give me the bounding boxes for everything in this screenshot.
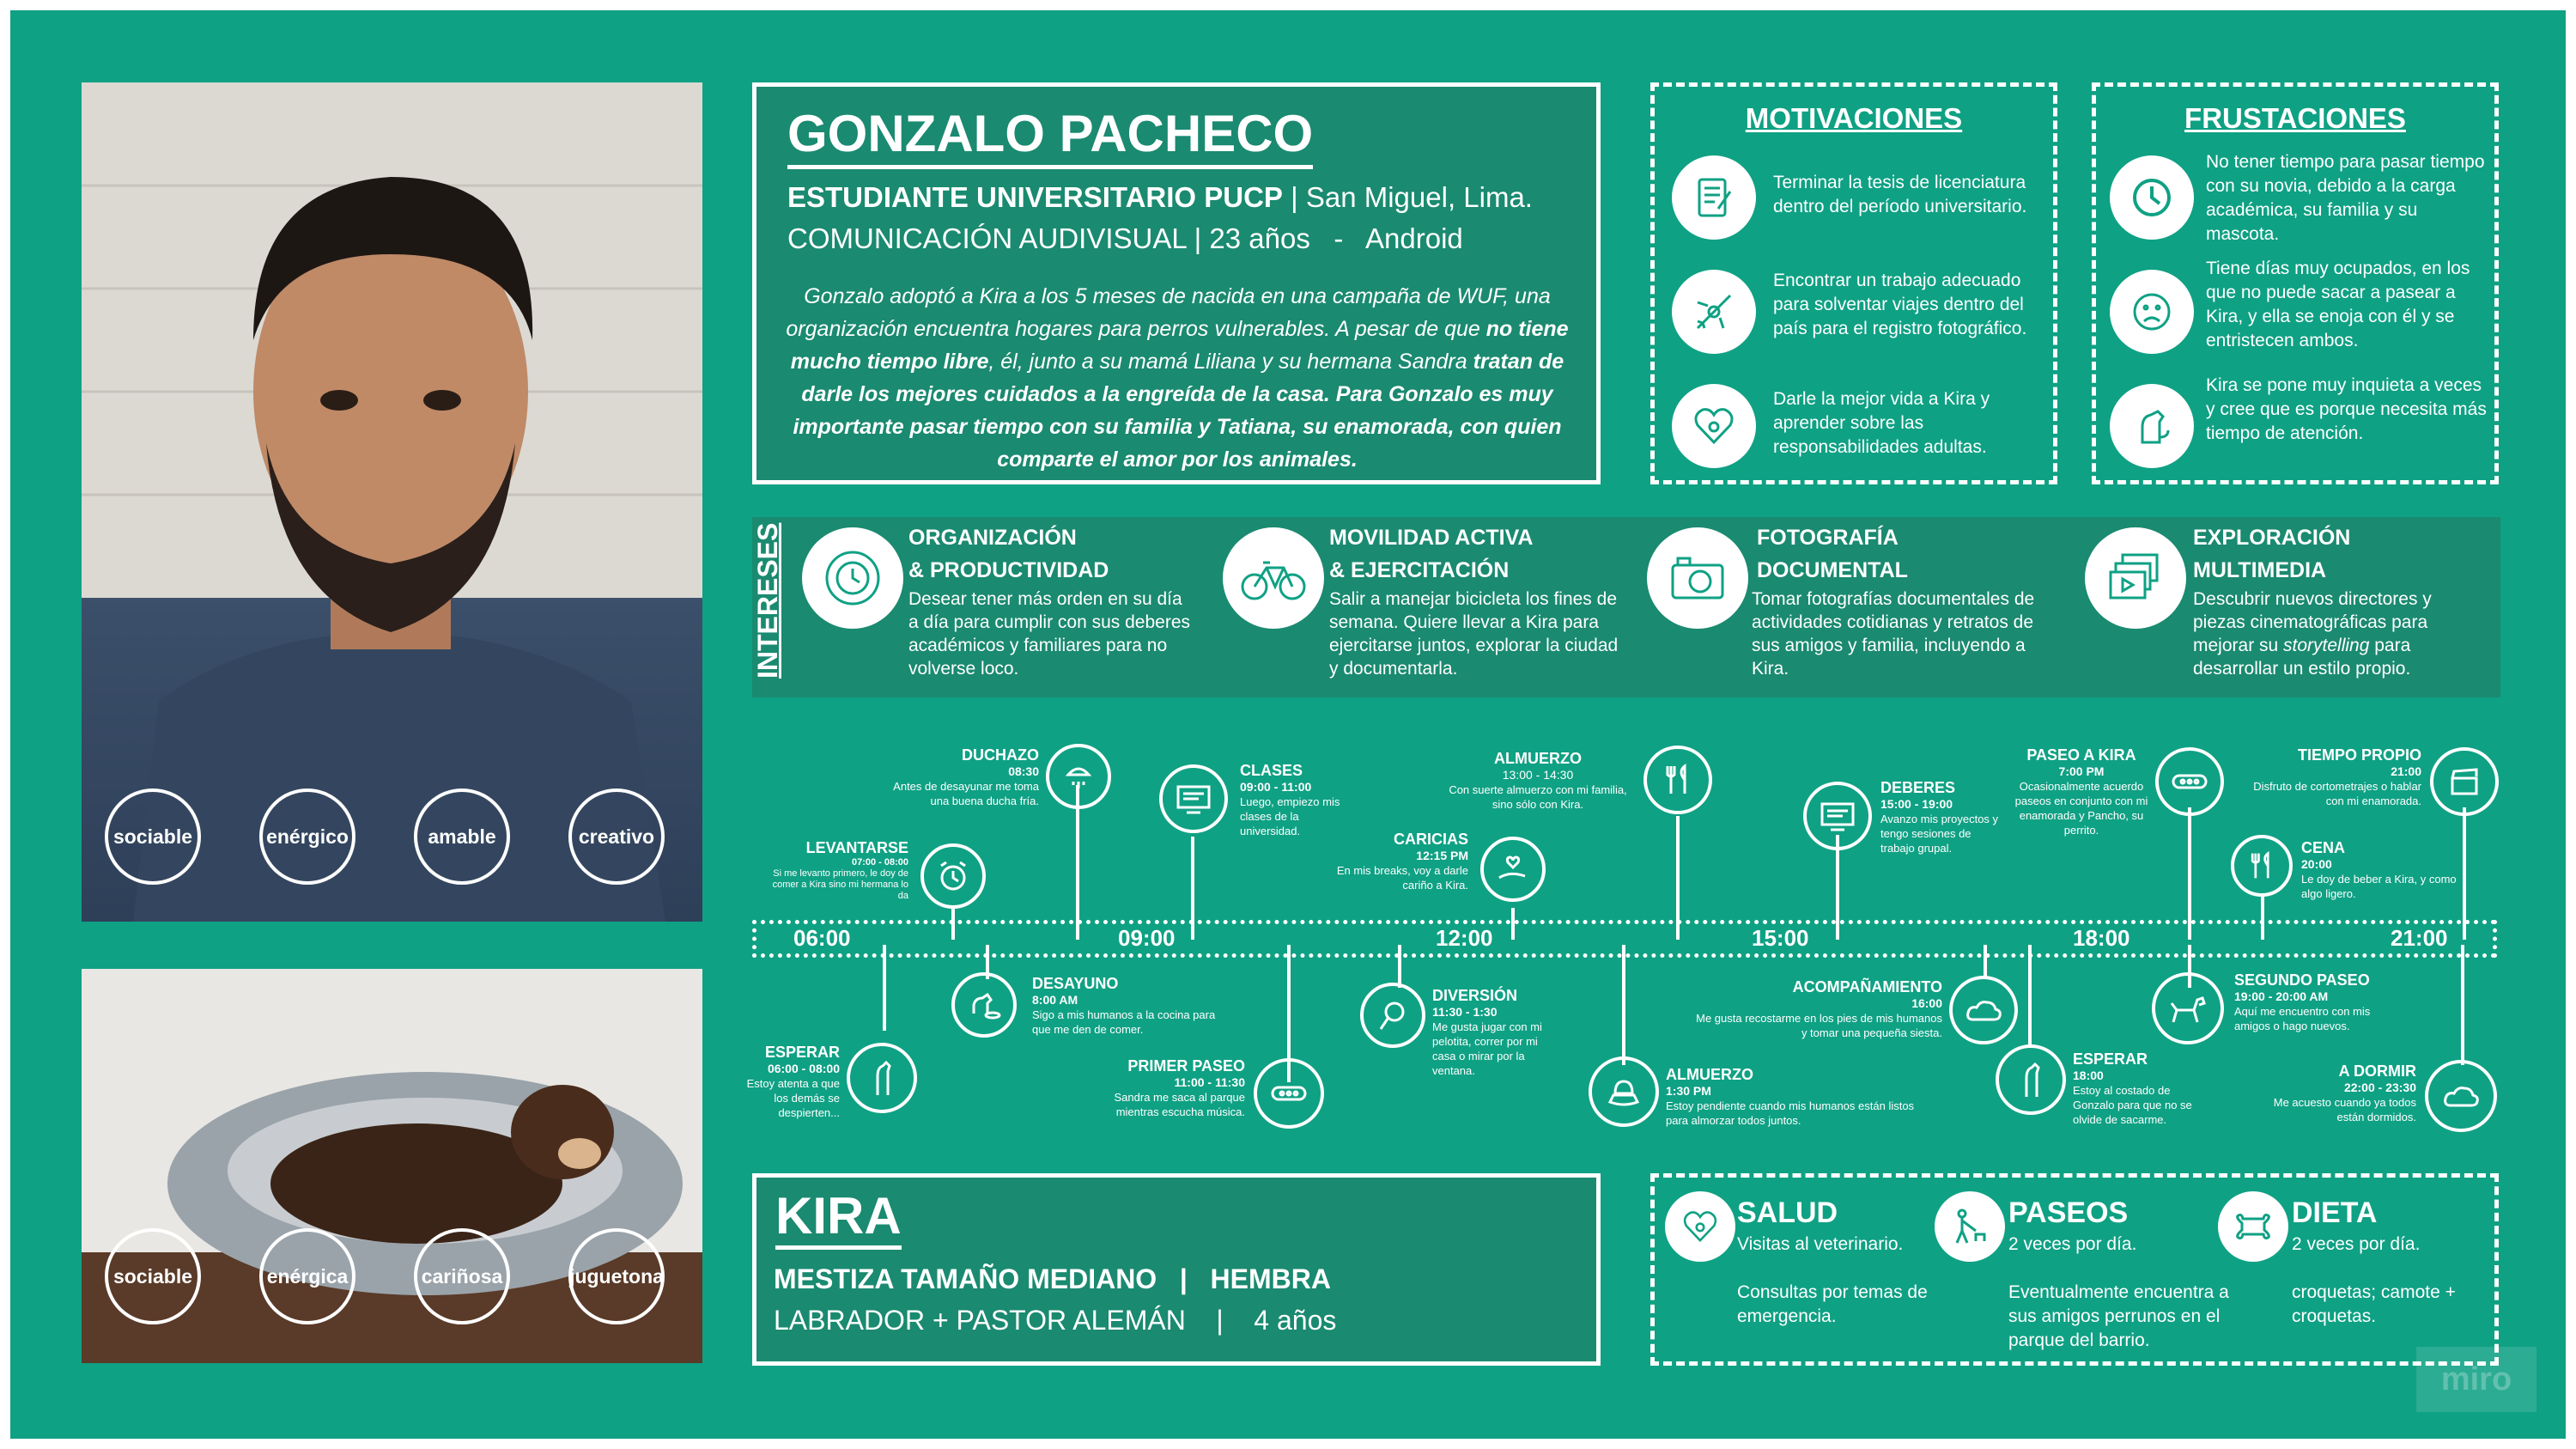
dog-trait: juguetona	[568, 1228, 665, 1324]
connector	[1676, 816, 1680, 940]
connector	[2028, 945, 2032, 1048]
care-desc: 2 veces por día.	[2292, 1234, 2421, 1254]
connector	[951, 905, 955, 940]
event-desc: Si me levanto primero, le doy de comer a Kira sino mi hermana lo da	[772, 868, 908, 901]
interest-title: MOVILIDAD ACTIVA	[1329, 526, 1534, 550]
person-card	[752, 82, 1601, 484]
care-title: DIETA	[2292, 1196, 2378, 1229]
hour-label: 06:00	[793, 925, 851, 951]
event-desc: Me acuesto cuando ya todos están dormidos.	[2273, 1096, 2416, 1123]
care-title: PASEOS	[2008, 1196, 2129, 1229]
hour-label: 12:00	[1436, 925, 1493, 951]
event-title: SEGUNDO PASEO	[2234, 971, 2370, 989]
bio-text: , él, junto a su mamá Liliana y su hermana Sandra	[988, 350, 1473, 374]
ball-icon	[1360, 983, 1425, 1048]
event-segundo-paseo	[2234, 971, 2406, 1033]
motivations-title: MOTIVACIONES	[1745, 102, 1963, 134]
event-primer-paseo	[1080, 1056, 1245, 1119]
connector	[2461, 945, 2464, 1065]
dog-waiting-icon	[1996, 1044, 2066, 1115]
dog-age: 4 años	[1254, 1305, 1337, 1336]
person-location: | San Miguel, Lima.	[1291, 181, 1533, 213]
event-clases	[1240, 761, 1343, 838]
dog-breed-size	[774, 1263, 1331, 1295]
motivation-text: Encontrar un trabajo adecuado para solventar viajes dentro del país para el registro fotográfico.	[1773, 271, 2027, 338]
frustration-text: Kira se pone muy inquieta a veces y cree que es porque necesita más tiempo de atención.	[2206, 375, 2487, 443]
event-desc: Estoy atenta a que los demás se despierten...	[746, 1077, 840, 1119]
interest-title: DOCUMENTAL	[1757, 558, 1908, 582]
dog-eating-icon	[951, 972, 1017, 1038]
dinner-icon	[2231, 835, 2293, 897]
dog-breed-text: LABRADOR + PASTOR ALEMÁN	[774, 1305, 1186, 1336]
dog-bowl-icon	[1589, 1056, 1659, 1127]
event-diversion	[1432, 986, 1559, 1078]
sleep-cloud-icon	[2425, 1060, 2497, 1132]
event-title: CLASES	[1240, 762, 1303, 779]
person-trait: creativo	[568, 788, 665, 885]
event-desc: Le doy de beber a Kira, y como algo ligero.	[2301, 873, 2457, 900]
event-time: 15:00 - 19:00	[1880, 797, 1953, 811]
motivation-text: Terminar la tesis de licenciatura dentro del período universitario.	[1773, 173, 2027, 216]
care-desc: Consultas por temas de emergencia.	[1737, 1282, 1928, 1326]
event-levantarse	[768, 838, 908, 902]
event-time: 11:30 - 1:30	[1432, 1005, 1498, 1019]
event-time: 09:00 - 11:00	[1240, 780, 1312, 794]
multimedia-icon	[2085, 527, 2186, 629]
frustrations-title: FRUSTACIONES	[2184, 102, 2406, 134]
care-desc: Eventualmente encuentra a sus amigos perrunos en el parque del barrio.	[2008, 1282, 2229, 1350]
sleep-cloud-icon	[1949, 976, 2018, 1044]
interest-title: & PRODUCTIVIDAD	[908, 558, 1109, 582]
care-title: SALUD	[1737, 1196, 1838, 1229]
walking-dog-icon	[1935, 1191, 2005, 1262]
checklist-icon	[1672, 155, 1756, 240]
event-esperar	[740, 1043, 840, 1120]
interest-desc-emphasis: storytelling	[2283, 636, 2370, 655]
care-desc: croquetas; camote + croquetas.	[2292, 1282, 2456, 1326]
event-title: CENA	[2301, 839, 2346, 856]
event-title: ALMUERZO	[1494, 750, 1582, 767]
event-time: 22:00 - 23:30	[2343, 1081, 2416, 1094]
classes-icon	[1159, 764, 1228, 833]
interest-desc: Desear tener más orden en su día a día para cumplir con sus deberes académicos y familiares para no volverse loco.	[908, 589, 1191, 679]
care-panel	[1650, 1173, 2499, 1366]
event-time: 08:30	[1008, 764, 1039, 778]
person-trait: enérgico	[259, 788, 355, 885]
event-desc: Ocasionalmente acuerdo paseos en conjunto con mi enamorada y Pancho, su perrito.	[2014, 780, 2148, 837]
event-desc: Disfruto de cortometrajes o hablar con mi enamorada.	[2253, 780, 2421, 807]
camera-icon	[1647, 527, 1748, 629]
event-desc: Sandra me saca al parque mientras escucha música.	[1114, 1091, 1245, 1118]
hour-label: 18:00	[2073, 925, 2130, 951]
event-duchazo	[876, 746, 1039, 808]
connector	[1836, 835, 1839, 940]
person-bio	[782, 280, 1572, 476]
event-title: CARICIAS	[1393, 831, 1468, 848]
motivation-text: Darle la mejor vida a Kira y aprender sobre las responsabilidades adultas.	[1773, 389, 1990, 457]
event-time: 07:00 - 08:00	[851, 857, 908, 868]
event-desc: Aquí me encuentro con mis amigos o hago nuevos.	[2234, 1005, 2371, 1032]
connector	[1622, 945, 1625, 1065]
event-time: 06:00 - 08:00	[767, 1062, 840, 1075]
event-desayuno	[1032, 974, 1221, 1037]
event-time: 13:00 - 14:30	[1502, 768, 1574, 782]
clapperboard-icon	[2430, 747, 2499, 816]
connector	[1191, 837, 1194, 940]
person-trait: sociable	[105, 788, 201, 885]
event-desc: En mis breaks, voy a darle cariño a Kira.	[1336, 864, 1468, 892]
person-trait: amable	[414, 788, 510, 885]
event-desc: Antes de desayunar me toma una buena ducha fría.	[893, 780, 1039, 807]
person-role-title: ESTUDIANTE UNIVERSITARIO PUCP	[787, 181, 1283, 213]
event-caricias	[1334, 830, 1468, 892]
event-time: 12:15 PM	[1416, 849, 1468, 862]
person-role	[787, 181, 1533, 214]
event-paseo-kira	[2014, 746, 2148, 837]
cutlery-icon	[1643, 746, 1712, 814]
event-title: ACOMPAÑAMIENTO	[1792, 978, 1942, 995]
event-time: 16:00	[1911, 996, 1942, 1010]
event-title: DIVERSIÓN	[1432, 987, 1518, 1004]
dog-trait: cariñosa	[414, 1228, 510, 1324]
event-title: PRIMER PASEO	[1127, 1057, 1245, 1075]
bone-icon	[2218, 1191, 2288, 1262]
interests-label: INTERESES	[752, 522, 783, 679]
dog-trait: enérgica	[259, 1228, 355, 1324]
interest-desc-text: Descubrir nuevos directores y piezas cinematográficas para mejorar su	[2193, 589, 2432, 655]
event-title: DESAYUNO	[1032, 975, 1119, 992]
event-esperar-2	[2073, 1050, 2207, 1127]
interest-desc-text: para desarrollar un estilo propio.	[2193, 636, 2411, 679]
airplane-icon	[1672, 270, 1756, 354]
interest-title: MULTIMEDIA	[2193, 558, 2327, 582]
event-title: TIEMPO PROPIO	[2297, 746, 2421, 764]
connector	[883, 945, 886, 1031]
hour-label: 15:00	[1752, 925, 1809, 951]
frustration-text: Tiene días muy ocupados, en los que no puede sacar a pasear a Kira, y ella se enoja con él y se entristecen ambos.	[2206, 259, 2470, 350]
connector	[2188, 807, 2191, 940]
event-cena	[2301, 838, 2473, 901]
event-deberes	[1880, 778, 2001, 855]
collar-icon	[2155, 747, 2224, 816]
care-desc: 2 veces por día.	[2008, 1234, 2137, 1254]
connector	[1398, 945, 1401, 988]
event-time: 18:00	[2073, 1068, 2104, 1082]
connector	[2261, 893, 2264, 940]
dog-sex: HEMBRA	[1210, 1263, 1331, 1294]
interest-desc: Salir a manejar bicicleta los fines de semana. Quiere llevar a Kira para ejercitarse juntos, explorar la ciudad y documentarla.	[1329, 589, 1619, 679]
connector	[1984, 945, 1987, 979]
event-desc: Me gusta recostarme en los pies de mis humanos y tomar una pequeña siesta.	[1696, 1012, 1942, 1039]
event-acompanamiento	[1693, 977, 1942, 1040]
event-time: 19:00 - 20:00 AM	[2234, 989, 2329, 1003]
clock-icon	[2110, 155, 2194, 240]
interest-title: & EJERCITACIÓN	[1329, 558, 1510, 582]
dog-trait: sociable	[105, 1228, 201, 1324]
event-time: 21:00	[2391, 764, 2421, 778]
separator: |	[1216, 1305, 1224, 1336]
event-time: 20:00	[2301, 857, 2332, 871]
event-title: ESPERAR	[2073, 1050, 2148, 1068]
heart-paw-icon	[1672, 384, 1756, 468]
homework-icon	[1803, 782, 1872, 850]
event-title: PASEO A KIRA	[2026, 746, 2136, 764]
interest-title: EXPLORACIÓN	[2193, 526, 2351, 550]
care-desc: Visitas al veterinario.	[1737, 1234, 1904, 1254]
bio-bold: no tiene mucho tiempo libre	[790, 317, 1569, 374]
frustration-text: No tener tiempo para pasar tiempo con su novia, debido a la carga académica, su familia y su mascota.	[2206, 152, 2485, 244]
dog-card	[752, 1173, 1601, 1366]
dog-name: KIRA	[775, 1186, 902, 1250]
event-almuerzo-kira	[1666, 1065, 1923, 1128]
interest-desc	[2193, 588, 2451, 680]
event-title: DUCHAZO	[962, 746, 1039, 764]
interest-title: FOTOGRAFÍA	[1757, 526, 1899, 550]
dog-size: MESTIZA TAMAÑO MEDIANO	[774, 1263, 1157, 1294]
sad-face-icon	[2110, 270, 2194, 354]
event-time: 1:30 PM	[1666, 1084, 1711, 1098]
event-a-dormir	[2258, 1062, 2416, 1124]
frustrations-panel	[2092, 82, 2499, 484]
watermark: miro	[2416, 1347, 2537, 1412]
interest-title: ORGANIZACIÓN	[908, 526, 1077, 550]
paw-heart-icon	[1665, 1191, 1735, 1262]
hour-label: 21:00	[2391, 925, 2448, 951]
interest-desc: Tomar fotografías documentales de actividades cotidianas y retratos de sus amigos y familia, incluyendo a Kira.	[1752, 589, 2035, 679]
event-time: 8:00 AM	[1032, 993, 1078, 1007]
event-desc: Me gusta jugar con mi pelotita, correr por mi casa o mirar por la ventana.	[1432, 1020, 1542, 1077]
motivations-panel	[1650, 82, 2057, 484]
dog-breed	[774, 1305, 1336, 1336]
bio-bold: tratan de darle los mejores cuidados a la engreída de la casa. Para Gonzalo es muy importante pasar tiempo con su familia y Tatiana, su enamorada, con quien comparte el amor por los animales.	[793, 350, 1564, 472]
separator: |	[1179, 1263, 1188, 1294]
event-title: ESPERAR	[764, 1044, 840, 1061]
event-tiempo-propio	[2250, 746, 2421, 808]
petting-icon	[1480, 837, 1546, 902]
person-career: COMUNICACIÓN AUDIVISUAL | 23 años - Android	[787, 222, 1463, 254]
dog-walking-icon	[2152, 972, 2224, 1044]
event-desc: Sigo a mis humanos a la cocina para que me den de comer.	[1032, 1008, 1216, 1036]
event-time: 7:00 PM	[2058, 764, 2105, 778]
event-almuerzo	[1443, 749, 1633, 812]
event-desc: Con suerte almuerzo con mi familia, sino sólo con Kira.	[1449, 783, 1627, 811]
event-desc: Estoy al costado de Gonzalo para que no se olvide de sacarme.	[2073, 1084, 2192, 1126]
alarm-clock-icon	[920, 843, 986, 909]
event-title: LEVANTARSE	[805, 839, 908, 856]
dog-sitting-icon	[2110, 384, 2194, 468]
bicycle-icon	[1223, 527, 1324, 629]
hour-label: 09:00	[1118, 925, 1176, 951]
event-title: DEBERES	[1880, 779, 1956, 796]
bio-text: Gonzalo adoptó a Kira a los 5 meses de nacida en una campaña de WUF, una organización encuentra hogares para perros vulnerables. A pesar de que	[786, 284, 1551, 341]
person-name: GONZALO PACHECO	[787, 104, 1313, 169]
event-desc: Luego, empiezo mis clases de la universidad.	[1240, 795, 1340, 837]
organization-icon	[802, 527, 903, 629]
event-title: ALMUERZO	[1666, 1066, 1753, 1083]
connector	[1511, 908, 1515, 940]
event-time: 11:00 - 11:30	[1174, 1075, 1245, 1089]
dog-waiting-icon	[847, 1043, 917, 1113]
event-title: A DORMIR	[2338, 1062, 2416, 1080]
event-desc: Avanzo mis proyectos y tengo sesiones de trabajo grupal.	[1880, 813, 1999, 855]
event-desc: Estoy pendiente cuando mis humanos están listos para almorzar todos juntos.	[1666, 1099, 1915, 1127]
leash-icon	[1254, 1058, 1324, 1129]
shower-icon	[1046, 744, 1111, 809]
